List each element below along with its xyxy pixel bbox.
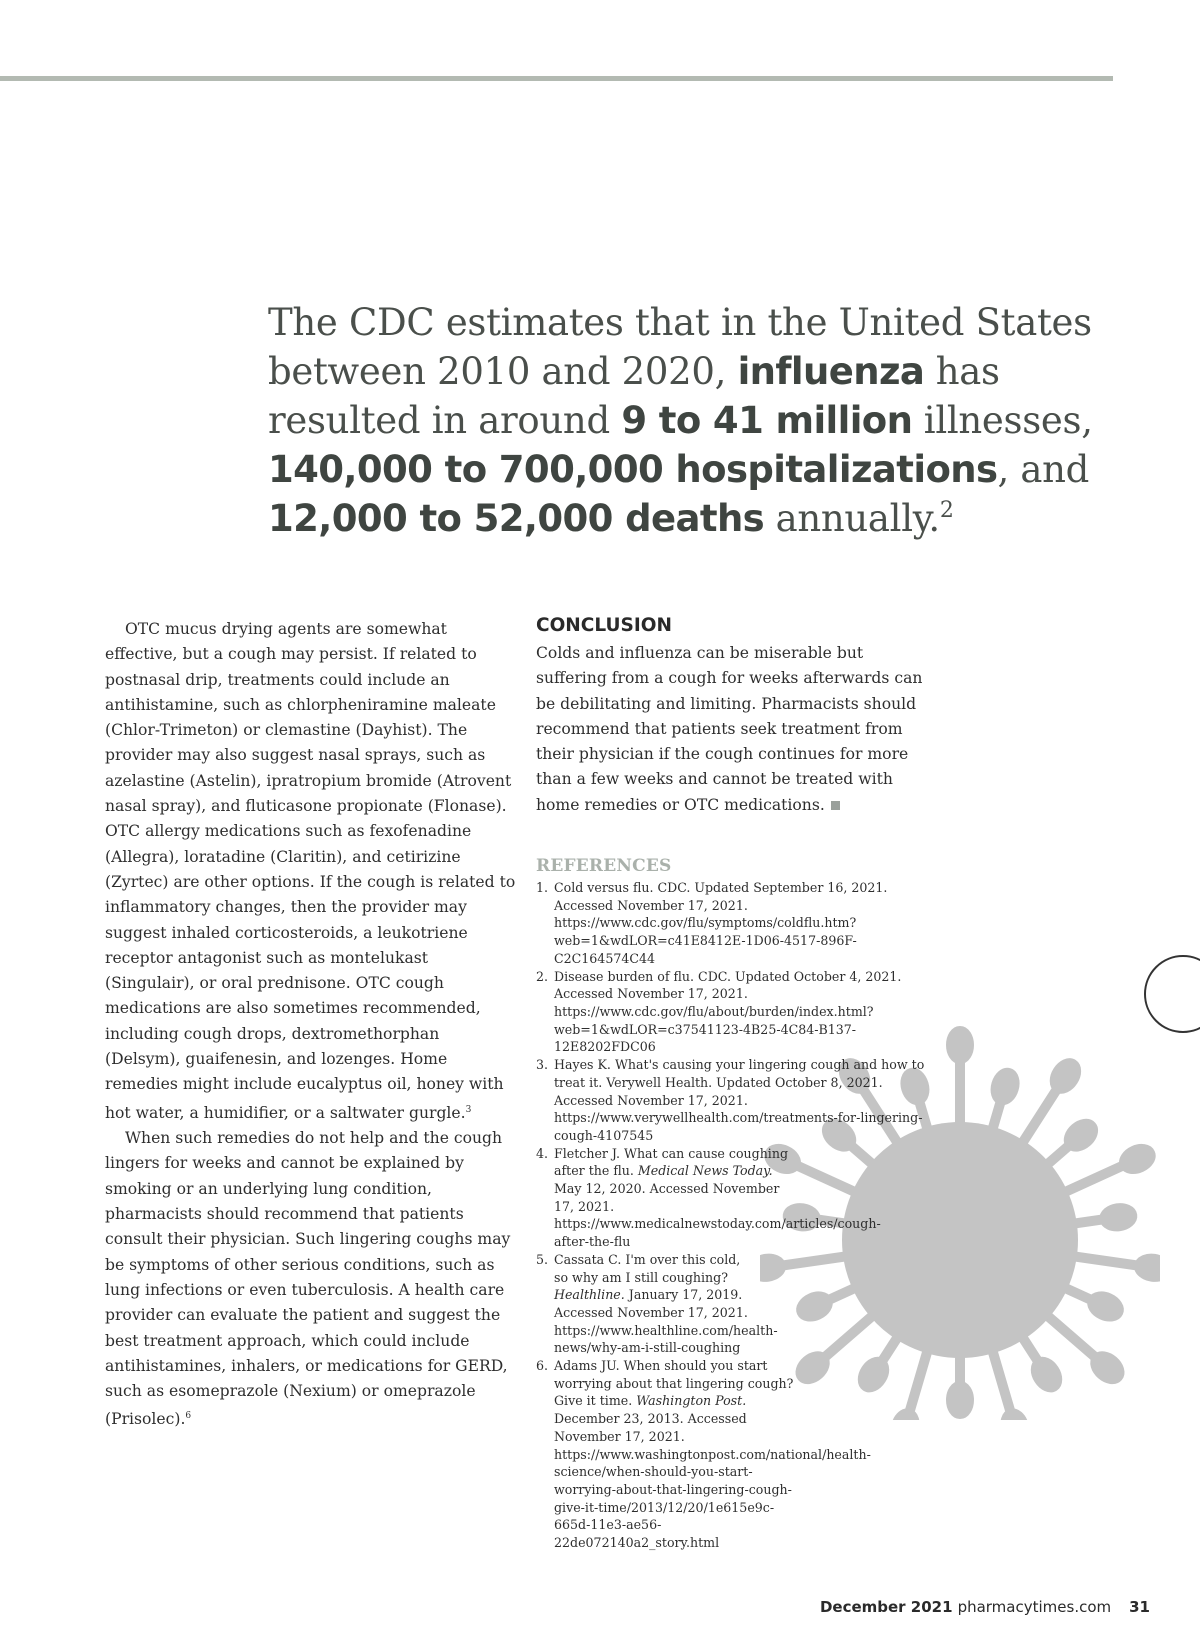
conclusion-heading: CONCLUSION — [536, 615, 672, 636]
virus-spike-tip — [1121, 1145, 1154, 1173]
pull-quote-emphasis: 12,000 to 52,000 deaths — [268, 497, 765, 540]
reference-text-part: December 23, 2013. Accessed November 17, 2021. https://www.washingtonpost.com/national/health-science/when-should-you-start-worrying-about-that-lingering-cough-give-it-time/2013/12/20/1e615e9c-665d-11e3-ae56-22de072140a2_story.html — [554, 1411, 871, 1551]
top-rule — [0, 76, 1113, 81]
citation-ref: 3 — [465, 1104, 472, 1115]
pull-quote-text: has resulted in around — [268, 350, 1000, 442]
reference-journal: Washington Post. — [636, 1393, 747, 1409]
pull-quote-emphasis: 140,000 to 700,000 hospitalizations — [268, 448, 998, 491]
reference-item — [536, 1251, 936, 1357]
reference-item — [536, 1145, 936, 1251]
end-square-icon — [831, 801, 840, 810]
page-number: 31 — [1129, 1598, 1150, 1616]
footer-issue: December 2021 — [819, 1598, 953, 1616]
virus-spike-tip — [1064, 1119, 1097, 1151]
pull-quote-text: The CDC estimates that in the United States between 2010 and 2020, — [268, 301, 1092, 393]
virus-spike-tip — [1002, 1411, 1027, 1420]
pull-quote-emphasis: 9 to 41 million — [621, 399, 913, 442]
reference-journal: Medical News Today. — [637, 1163, 773, 1179]
virus-spike-tip — [1089, 1292, 1122, 1320]
reference-text — [554, 1357, 871, 1552]
references-heading: REFERENCES — [536, 856, 672, 877]
reference-journal: Healthline. — [554, 1287, 625, 1303]
pull-quote-emphasis: influenza — [737, 350, 925, 393]
reference-text-part: Cassata C. I'm over this cold, so why am I still coughing? — [554, 1251, 741, 1285]
body-paragraph-text: When such remedies do not help and the cough lingers for weeks and cannot be explained by smoking or an underlying lung condition, pharmacists should recommend that patients consult their physician. Such lingering coughs may be symptoms of other serious conditions, such as lung infections or even tuberculosis. A health care provider can evaluate the patient and suggest the best treatment approach, which could include antihistamines, inhalers, or medications for GERD, such as esomeprazole (Nexium) or omeprazole (Prisolec). — [105, 1129, 511, 1429]
virus-spike-tip — [1091, 1352, 1124, 1384]
virus-spike-tip — [1050, 1059, 1080, 1092]
footer-site: pharmacytimes.com — [957, 1598, 1112, 1616]
virus-spike-tip — [1031, 1358, 1061, 1391]
reference-number: 1. — [536, 880, 549, 896]
reference-item — [536, 1056, 936, 1145]
reference-number: 5. — [536, 1251, 549, 1267]
reference-number: 4. — [536, 1145, 549, 1161]
body-column-right — [536, 614, 936, 1552]
body-paragraph-text: OTC mucus drying agents are somewhat effective, but a cough may persist. If related to postnasal drip, treatments could include an antihistamine, such as chlorpheniramine maleate (Chlor-Trimeton) or clemastine (Dayhist). The provider may also suggest nasal sprays, such as azelastine (Astelin), ipratropium bromide (Atrovent nasal spray), and fluticasone propionate (Flonase). OTC allergy medications such as fexofenadine (Allegra), loratadine (Claritin), and cetirizine (Zyrtec) are other options. If the cough is related to inflammatory changes, then the provider may suggest inhaled corticosteroids, a leukotriene receptor antagonist such as montelukast (Singulair), or oral prednisone. OTC cough medications are also sometimes recommended, including cough drops, dextromethorphan (Delsym), guaifenesin, and lozenges. Home remedies might include eucalyptus oil, honey with hot water, a humidifier, or a saltwater gurgle. — [105, 620, 516, 1122]
virus-spike-tip — [951, 1386, 969, 1414]
virus-spike-tip — [1138, 1257, 1160, 1279]
reference-text: Disease burden of flu. CDC. Updated October 4, 2021. Accessed November 17, 2021. https://www.cdc.gov/flu/about/burden/index.html?web=1&wdLOR=c37541123-4B25-4C84-B137-12E8202FDC06 — [554, 968, 902, 1055]
pull-quote-text: , and — [997, 448, 1090, 491]
reference-text — [554, 1145, 881, 1251]
reference-number: 6. — [536, 1358, 549, 1374]
reference-text-part: Fletcher J. What can cause coughing after the flu. — [554, 1145, 789, 1179]
conclusion-text: Colds and influenza can be miserable but suffering from a cough for weeks afterwards can be debilitating and limiting. Pharmacists should recommend that patients seek treatment from their physician if the cough continues for more than a few weeks and cannot be treated with home remedies or OTC medications. — [536, 644, 923, 814]
page-footer — [820, 1598, 1150, 1616]
virus-spike-tip — [951, 1031, 969, 1059]
pull-quote — [268, 298, 1098, 543]
conclusion-body — [536, 641, 936, 818]
reference-text — [554, 1251, 778, 1357]
virus-spike-tip — [992, 1071, 1017, 1103]
virus-spike-tip — [1103, 1206, 1133, 1228]
references-list — [536, 879, 936, 1552]
body-paragraph — [105, 617, 517, 1126]
reference-item — [536, 879, 936, 968]
body-column-left — [105, 617, 517, 1433]
reference-text-part: January 17, 2019. Accessed November 17, 2021. https://www.healthline.com/health-news/why-am-i-still-coughing — [554, 1287, 778, 1356]
reference-number: 2. — [536, 968, 549, 984]
citation-ref: 6 — [185, 1411, 192, 1422]
pull-quote-reference: 2 — [939, 498, 954, 523]
body-paragraph — [105, 1126, 517, 1433]
reference-text: Cold versus flu. CDC. Updated September 16, 2021. Accessed November 17, 2021. https://www.cdc.gov/flu/symptoms/coldflu.htm?web=1&wdLOR=c41E8412E-1D06-4517-896F-C2C164574C44 — [554, 880, 888, 966]
reference-number: 3. — [536, 1057, 549, 1073]
reference-item — [536, 1357, 936, 1552]
reference-text: Hayes K. What's causing your lingering cough and how to treat it. Verywell Health. Updated October 8, 2021. Accessed November 17, 2021. https://www.verywellhealth.com/treatments-for-lingering-cough-4107545 — [554, 1057, 925, 1143]
reference-text-part: Adams JU. When should you start worrying about that lingering cough? Give it time. — [554, 1358, 794, 1409]
pull-quote-text: annually. — [764, 497, 940, 540]
reference-item — [536, 968, 936, 1057]
reference-text-part: May 12, 2020. Accessed November 17, 2021. https://www.medicalnewstoday.com/articles/cough-after-the-flu — [554, 1181, 881, 1250]
pull-quote-text: illnesses, — [912, 399, 1093, 442]
